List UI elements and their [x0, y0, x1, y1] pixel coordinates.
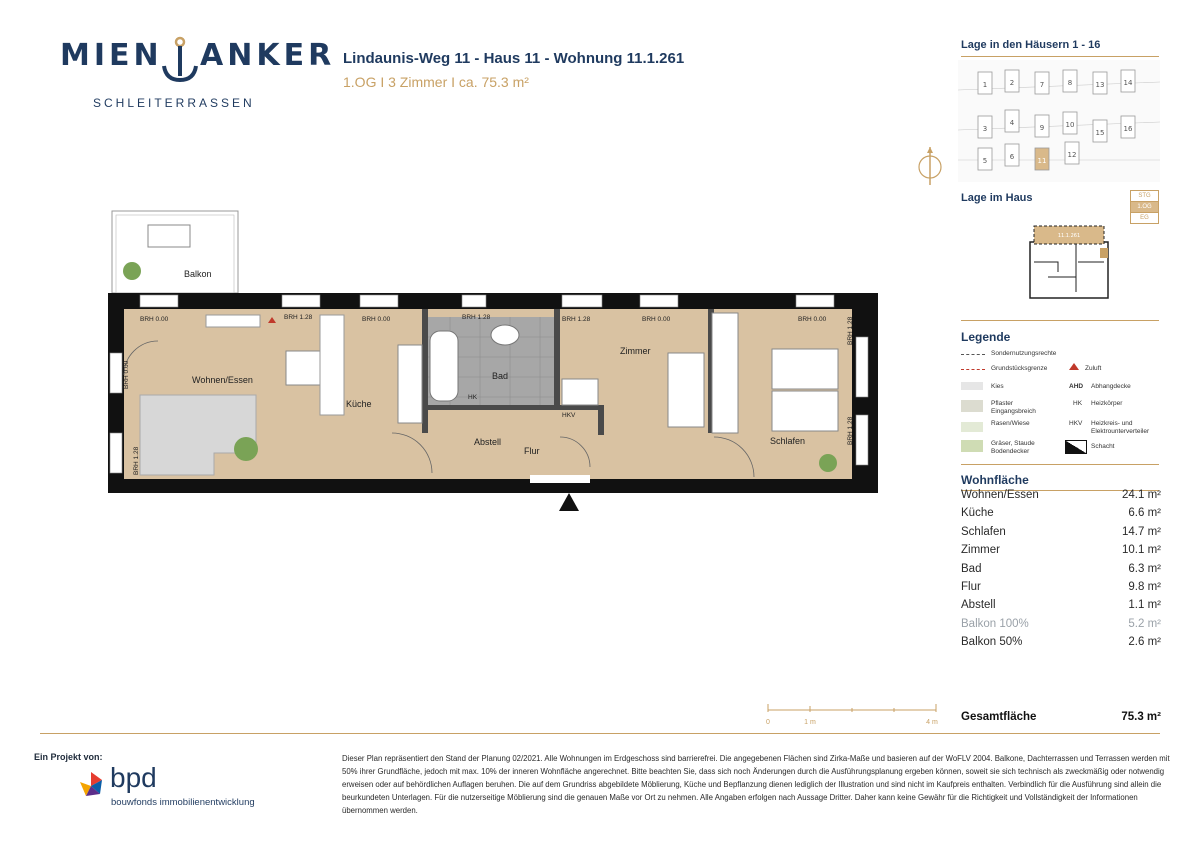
legend-hk-code: HK [1073, 400, 1083, 407]
area-value: 1.1 m² [1128, 599, 1161, 612]
house-4: 4 [1009, 119, 1015, 127]
area-label: Bad [961, 562, 982, 575]
legend-zuluft: Zuluft [1085, 365, 1102, 372]
site-plan [958, 60, 1160, 182]
scale-1: 1 m [804, 719, 816, 726]
brh-5: BRH 1.28 [562, 316, 591, 323]
brh-2: BRH 1.28 [284, 314, 313, 321]
house-7: 7 [1039, 81, 1045, 89]
floor-plan [100, 205, 880, 520]
compass-icon [914, 145, 946, 187]
house-8: 8 [1067, 79, 1073, 87]
house-12: 12 [1067, 151, 1077, 159]
total-value: 75.3 m² [1121, 711, 1161, 723]
house-14: 14 [1123, 79, 1133, 87]
area-label: Flur [961, 580, 981, 593]
total-rule [40, 733, 1160, 734]
site-rule [961, 56, 1159, 57]
logo-word-left: MIEN [60, 38, 163, 73]
logo-subtitle: SCHLEITERRASSEN [93, 96, 255, 110]
areas-rule [961, 464, 1159, 465]
area-row [961, 526, 1161, 544]
legend-kies-swatch [961, 382, 983, 390]
floor-tab-eg[interactable]: EG [1130, 212, 1159, 224]
room-wohnen: Wohnen/Essen [192, 375, 253, 385]
floor-tab-1og[interactable]: 1.OG [1130, 201, 1159, 213]
legend-kies: Kies [991, 383, 1004, 390]
area-row [961, 507, 1161, 525]
area-value: 14.7 m² [1122, 525, 1161, 538]
legend-sonder: Sondernutzungsrechte [991, 350, 1057, 357]
area-label: Wohnen/Essen [961, 489, 1039, 501]
bpd-wordmark: bpd [110, 762, 157, 793]
page-subtitle: 1.OG I 3 Zimmer I ca. 75.3 m² [343, 74, 529, 90]
area-value: 6.3 m² [1128, 562, 1161, 575]
area-label: Küche [961, 507, 994, 520]
site-heading: Lage in den Häusern 1 - 16 [961, 39, 1101, 51]
legend-ahd: Abhangdecke [1091, 383, 1131, 390]
unit-key-label: 11.1.261 [1057, 233, 1081, 239]
disclaimer: Dieser Plan repräsentiert den Stand der Planung 02/2021. Alle Wohnungen im Erdgeschoss sind barrierefrei. Die angegebenen Flächen sind Zirka-Maße und basieren auf der WoFLV 2004. Balkone, Dachterrassen und Terrassen werden mit 50% ihrer Grundfläche, jedoch mit max. 10% der inneren Wohnfläche angerechnet. Bitte beachten Sie, dass sich noch Änderungen durch die Ausführungsplanung ergeben können, soweit sie sich technisch als zweckmäßig oder notwendig erweisen oder auf behördlichen Auflagen beruhen. Die auf dem Grundriss abgebildete Möblierung, Küche und Bepflanzung dienen lediglich der Illustration und sind nicht im Kaufpreis enthalten. Verbindlich für die Ausführung sind allein die beurkundeten Unterlagen. Für die nutzerseitige Möblierung sind die genauen Maße vor Ort zu nehmen. Alle Angaben erfolgen nach Aussage Dritter. Daher kann keine Gewähr für die Richtigkeit und Vollständigkeit der Informationen übernommen werden. [342, 754, 1170, 815]
house-5: 5 [982, 157, 988, 165]
legend-hk: Heizkörper [1091, 400, 1123, 407]
legend-grund: Grundstücksgrenze [991, 365, 1048, 372]
area-value: 2.6 m² [1128, 636, 1161, 649]
brh-1: BRH 0.00 [140, 316, 169, 323]
total-row [961, 711, 1161, 723]
house-3: 3 [982, 125, 988, 133]
legend-schacht: Schacht [1091, 443, 1115, 450]
room-bad: Bad [492, 371, 509, 381]
brh-6: BRH 0.00 [642, 316, 671, 323]
anchor-icon [160, 36, 200, 86]
room-flur: Flur [524, 446, 540, 456]
brh-3: BRH 0.00 [362, 316, 391, 323]
house-2: 2 [1009, 79, 1015, 87]
room-zimmer: Zimmer [620, 346, 651, 356]
legend-pflaster: Pflaster Eingangsbreich [991, 400, 1036, 415]
legend-rule [961, 320, 1159, 321]
house-10: 10 [1065, 121, 1075, 129]
legend-graeser: Gräser, Staude Bodendecker [991, 440, 1035, 455]
brh-11: BRH 1.28 [847, 416, 854, 445]
scale-0: 0 [766, 719, 770, 726]
logo-word-right: ANKER [200, 38, 336, 73]
area-label: Zimmer [961, 544, 1000, 557]
area-value: 6.6 m² [1128, 507, 1161, 520]
scale-4: 4 m [926, 719, 938, 726]
house-16: 16 [1123, 125, 1133, 133]
area-value: 10.1 m² [1122, 544, 1161, 557]
areas-heading: Wohnfläche [961, 473, 1029, 487]
area-label: Schlafen [961, 525, 1006, 538]
area-label: Balkon 50% [961, 636, 1023, 649]
page-title: Lindaunis-Weg 11 - Haus 11 - Wohnung 11.1.261 [343, 50, 685, 67]
area-label: Abstell [961, 599, 996, 612]
area-row [961, 618, 1161, 636]
area-value: 5.2 m² [1128, 617, 1161, 630]
area-row [961, 489, 1161, 507]
legend-sonder-line [961, 354, 985, 355]
floor-key-plan [1028, 222, 1110, 300]
brh-9: BRH 1.28 [133, 446, 140, 475]
legend-pflaster-swatch [961, 400, 983, 412]
brh-8: BRH 0.00 [123, 360, 130, 389]
house-13: 13 [1095, 81, 1105, 89]
logo [60, 38, 336, 118]
house-6: 6 [1009, 153, 1015, 161]
room-schlafen: Schlafen [770, 436, 806, 446]
area-row [961, 581, 1161, 599]
areas-table [961, 489, 1161, 655]
scale-bar [762, 700, 942, 730]
brh-7: BRH 0.00 [798, 316, 827, 323]
house-11: 11 [1037, 157, 1047, 165]
house-9: 9 [1039, 124, 1045, 132]
area-value: 24.1 m² [1122, 489, 1161, 501]
house-1: 1 [982, 81, 988, 89]
bpd-subtitle: bouwfonds immobilienentwicklung [111, 797, 255, 808]
legend-hkv-code: HKV [1069, 420, 1083, 427]
label-hkv: HKV [562, 412, 576, 419]
zuluft-icon [1069, 363, 1079, 370]
area-row [961, 563, 1161, 581]
brh-10: BRH 1.28 [847, 316, 854, 345]
area-row [961, 636, 1161, 654]
project-label: Ein Projekt von: [34, 752, 103, 762]
total-label: Gesamtfläche [961, 711, 1037, 723]
floor-heading: Lage im Haus [961, 192, 1033, 204]
room-kueche: Küche [346, 399, 372, 409]
area-row [961, 544, 1161, 562]
legend [961, 350, 1161, 460]
area-label: Balkon 100% [961, 617, 1029, 630]
legend-hkv: Heizkreis- und Elektrounterverteiler [1091, 420, 1150, 435]
legend-grund-line [961, 369, 985, 370]
legend-graeser-swatch [961, 440, 983, 452]
room-balkon: Balkon [184, 269, 212, 279]
room-abstell: Abstell [474, 437, 502, 447]
area-row [961, 599, 1161, 617]
legend-rasen: Rasen/Wiese [991, 420, 1030, 427]
house-15: 15 [1095, 129, 1105, 137]
brh-4: BRH 1.28 [462, 314, 491, 321]
legend-rasen-swatch [961, 422, 983, 432]
bpd-logo-icon [76, 770, 106, 800]
area-value: 9.8 m² [1128, 580, 1161, 593]
legend-ahd-code: AHD [1069, 383, 1084, 390]
schacht-icon [1065, 440, 1087, 454]
label-hk: HK [468, 394, 478, 401]
legend-heading: Legende [961, 330, 1011, 344]
floor-tab-stg[interactable]: STG [1130, 190, 1159, 202]
